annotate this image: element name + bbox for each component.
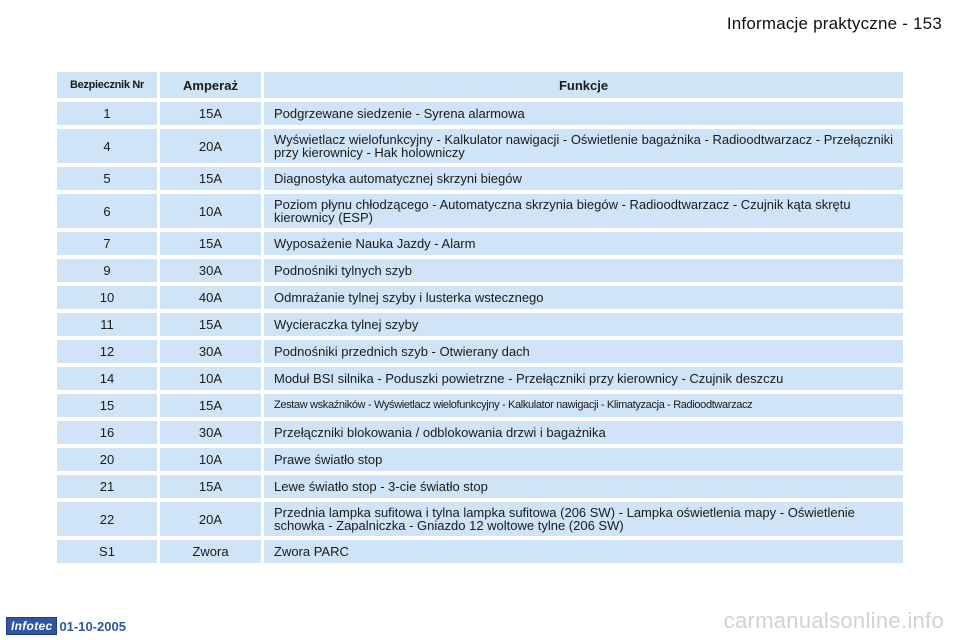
fuse-number: 11 — [57, 313, 157, 336]
table-row — [57, 502, 903, 536]
fuse-amperage: 30A — [157, 259, 261, 282]
fuse-number: 14 — [57, 367, 157, 390]
fuse-number: 10 — [57, 286, 157, 309]
fuse-amperage: 15A — [157, 167, 261, 190]
fuse-functions: Wyświetlacz wielofunkcyjny - Kalkulator nawigacji - Oświetlenie bagażnika - Radioodtwarzacz - Przełączniki przy kierownicy - Hak holowniczy — [261, 129, 903, 163]
fuse-amperage: 15A — [157, 475, 261, 498]
fuse-number: 1 — [57, 102, 157, 125]
fuse-number: 9 — [57, 259, 157, 282]
fuse-amperage: 10A — [157, 367, 261, 390]
fuse-functions: Przełączniki blokowania / odblokowania drzwi i bagażnika — [261, 421, 903, 444]
fuse-functions: Wyposażenie Nauka Jazdy - Alarm — [261, 232, 903, 255]
site-watermark: carmanualsonline.info — [723, 608, 944, 633]
fuse-functions: Poziom płynu chłodzącego - Automatyczna skrzynia biegów - Radioodtwarzacz - Czujnik kąta skrętu kierownicy (ESP) — [261, 194, 903, 228]
fuse-functions: Podnośniki tylnych szyb — [261, 259, 903, 282]
fuse-number: 5 — [57, 167, 157, 190]
fuse-amperage: 40A — [157, 286, 261, 309]
page-footer — [6, 617, 126, 635]
fuse-amperage: Zwora — [157, 540, 261, 563]
fuse-amperage: 20A — [157, 129, 261, 163]
table-row — [57, 129, 903, 163]
fuse-amperage: 10A — [157, 194, 261, 228]
fuse-number: 16 — [57, 421, 157, 444]
table-row — [57, 475, 903, 498]
table-header-row — [57, 72, 903, 98]
fuse-number: 21 — [57, 475, 157, 498]
column-header-amperage: Amperaż — [157, 72, 261, 98]
fuse-amperage: 15A — [157, 232, 261, 255]
table-row — [57, 194, 903, 228]
table-row — [57, 367, 903, 390]
fuse-functions: Moduł BSI silnika - Poduszki powietrzne - Przełączniki przy kierownicy - Czujnik deszczu — [261, 367, 903, 390]
table-row — [57, 313, 903, 336]
fuse-amperage: 15A — [157, 102, 261, 125]
table-row — [57, 167, 903, 190]
fuse-table — [57, 68, 903, 567]
table-row — [57, 540, 903, 563]
fuse-number: 7 — [57, 232, 157, 255]
fuse-functions: Wycieraczka tylnej szyby — [261, 313, 903, 336]
fuse-number: 4 — [57, 129, 157, 163]
table-row — [57, 232, 903, 255]
fuse-functions: Zwora PARC — [261, 540, 903, 563]
table-row — [57, 394, 903, 417]
fuse-functions: Przednia lampka sufitowa i tylna lampka sufitowa (206 SW) - Lampka oświetlenia mapy - Oświetlenie schowka - Zapalniczka - Gniazdo 12 woltowe tylne (206 SW) — [261, 502, 903, 536]
fuse-number: 20 — [57, 448, 157, 471]
column-header-functions: Funkcje — [261, 72, 903, 98]
table-row — [57, 421, 903, 444]
fuse-amperage: 15A — [157, 394, 261, 417]
fuse-amperage: 15A — [157, 313, 261, 336]
fuse-functions: Podnośniki przednich szyb - Otwierany dach — [261, 340, 903, 363]
fuse-functions: Lewe światło stop - 3-cie światło stop — [261, 475, 903, 498]
fuse-number: 6 — [57, 194, 157, 228]
page-title: Informacje praktyczne - 153 — [726, 14, 942, 33]
column-header-fuse-number: Bezpiecznik Nr — [57, 72, 157, 98]
fuse-amperage: 30A — [157, 421, 261, 444]
fuse-amperage: 20A — [157, 502, 261, 536]
table-row — [57, 102, 903, 125]
fuse-number: 22 — [57, 502, 157, 536]
fuse-functions: Odmrażanie tylnej szyby i lusterka wstecznego — [261, 286, 903, 309]
fuse-number: 12 — [57, 340, 157, 363]
edition-date: 01-10-2005 — [59, 618, 126, 634]
fuse-functions: Zestaw wskaźników - Wyświetlacz wielofunkcyjny - Kalkulator nawigacji - Klimatyzacja - Radioodtwarzacz — [261, 394, 903, 417]
fuse-functions: Diagnostyka automatycznej skrzyni biegów — [261, 167, 903, 190]
table-row — [57, 259, 903, 282]
fuse-number: S1 — [57, 540, 157, 563]
table-row — [57, 448, 903, 471]
fuse-functions: Prawe światło stop — [261, 448, 903, 471]
table-row — [57, 340, 903, 363]
fuse-amperage: 10A — [157, 448, 261, 471]
infotec-logo: Infotec — [6, 617, 57, 635]
fuse-amperage: 30A — [157, 340, 261, 363]
table-row — [57, 286, 903, 309]
fuse-functions: Podgrzewane siedzenie - Syrena alarmowa — [261, 102, 903, 125]
fuse-number: 15 — [57, 394, 157, 417]
